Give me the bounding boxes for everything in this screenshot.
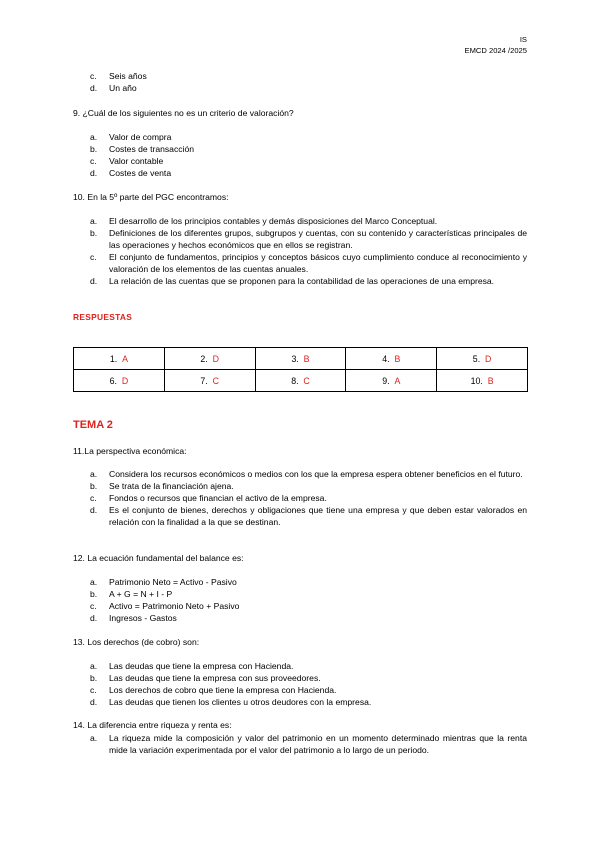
option: b. Costes de transacción	[90, 144, 195, 154]
q14-question: 14. La diferencia entre riqueza y renta es:	[73, 720, 232, 730]
answer-cell: 10. B	[437, 370, 528, 392]
answer-cell: 4. B	[346, 348, 437, 370]
option: a. Considera los recursos económicos o medios con los que la empresa espera obtener beneficios en el futuro.	[90, 469, 523, 479]
answer-cell: 6. D	[74, 370, 165, 392]
option: c. Fondos o recursos que financian el activo de la empresa.	[90, 493, 327, 503]
q9-question: 9. ¿Cuál de los siguientes no es un criterio de valoración?	[73, 108, 294, 118]
option: b. Se trata de la financiación ajena.	[90, 481, 234, 491]
option: b. Las deudas que tiene la empresa con sus proveedores.	[90, 673, 321, 683]
answer-cell: 9. A	[346, 370, 437, 392]
option: b. Definiciones de los diferentes grupos, subgrupos y cuentas, con su contenido y características principales de las operaciones y hechos económicos que en ellos se registran.	[90, 228, 527, 250]
q12-options	[90, 576, 527, 624]
option: c. El conjunto de fundamentos, principios y conceptos básicos cuyo cumplimiento conduce al reconocimiento y valoración de los elementos de las cuentas anuales.	[90, 252, 527, 274]
option: c. Seis años	[90, 71, 147, 81]
answer-cell: 8. C	[255, 370, 346, 392]
q10-question: 10. En la 5º parte del PGC encontramos:	[73, 192, 229, 202]
option: d. Un año	[90, 83, 137, 93]
q9-options	[90, 131, 527, 179]
option: b. A + G = N + I - P	[90, 589, 173, 599]
q11-options	[90, 468, 527, 528]
section-title: TEMA 2	[73, 419, 113, 431]
answer-cell: 5. D	[437, 348, 528, 370]
q12-question: 12. La ecuación fundamental del balance es:	[73, 553, 244, 563]
table-row	[74, 348, 528, 370]
option: d. Ingresos - Gastos	[90, 613, 177, 623]
option: d. La relación de las cuentas que se proponen para la contabilidad de las operaciones de una empresa.	[90, 276, 495, 286]
table-row	[74, 370, 528, 392]
q13-options	[90, 660, 527, 708]
answer-cell: 1. A	[74, 348, 165, 370]
q10-options	[90, 215, 527, 287]
option: a. Las deudas que tiene la empresa con Hacienda.	[90, 661, 294, 671]
answers-table	[73, 347, 528, 392]
q13-question: 13. Los derechos (de cobro) son:	[73, 637, 200, 647]
q8-options	[90, 70, 527, 94]
q14-options	[90, 732, 527, 756]
option: d. Costes de venta	[90, 168, 172, 178]
option: d. Las deudas que tienen los clientes u otros deudores con la empresa.	[90, 697, 372, 707]
q11-question: 11.La perspectiva económica:	[73, 446, 187, 456]
option: c. Los derechos de cobro que tiene la empresa con Hacienda.	[90, 685, 337, 695]
header-line-2: EMCD 2024 /2025	[464, 46, 527, 55]
answer-cell: 3. B	[255, 348, 346, 370]
option: d. Es el conjunto de bienes, derechos y obligaciones que tiene una empresa y que deben estar valorados en relación con la finalidad a la que se destinan.	[90, 505, 527, 527]
option: a. La riqueza mide la composición y valor del patrimonio en un momento determinado mientras que la renta mide la variación experimentada por el valor del patrimonio a lo largo de un periodo.	[90, 733, 527, 755]
option: c. Valor contable	[90, 156, 164, 166]
option: a. Patrimonio Neto = Activo - Pasivo	[90, 577, 237, 587]
option: c. Activo = Patrimonio Neto + Pasivo	[90, 601, 240, 611]
answer-cell: 2. D	[164, 348, 255, 370]
option: a. Valor de compra	[90, 132, 172, 142]
respuestas-title: RESPUESTAS	[73, 312, 133, 322]
answer-cell: 7. C	[164, 370, 255, 392]
option: a. El desarrollo de los principios contables y demás disposiciones del Marco Conceptual.	[90, 216, 438, 226]
header-line-1: IS	[519, 35, 527, 44]
